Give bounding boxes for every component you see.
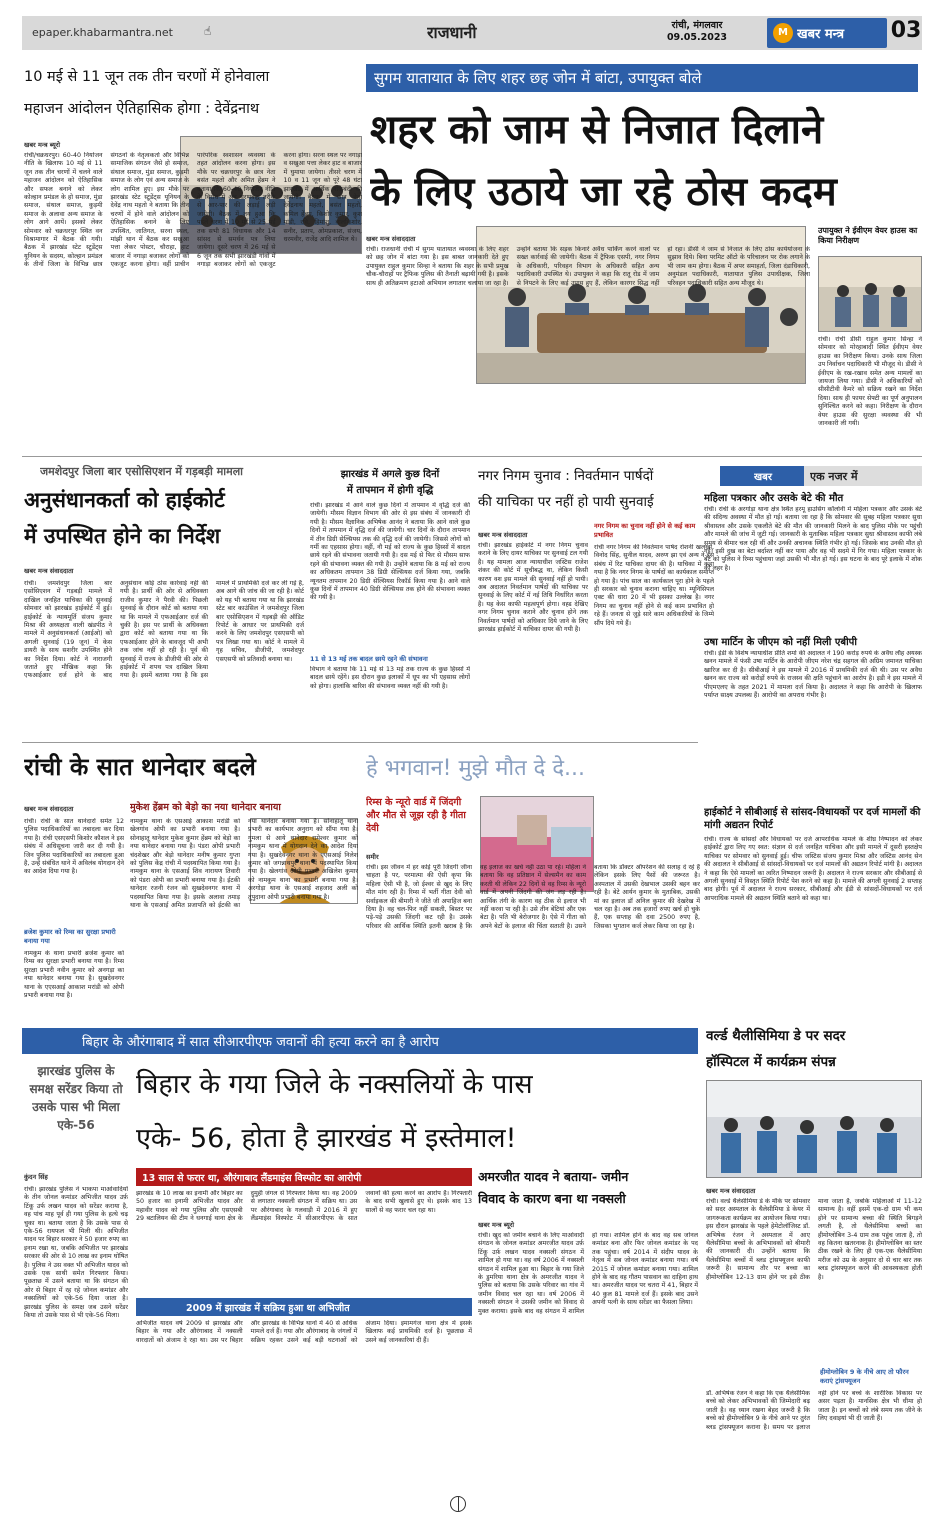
amarjeet-headline-2: विवाद के कारण बना था नक्सली [478, 1191, 626, 1206]
nigam-byline: खबर मन्त्र संवाददाता [478, 531, 528, 539]
thal-subhead: हीमोग्लोबिन 9 के नीचे आए तो फौरन कराएं ट्रांसफ्यूजन [820, 1368, 909, 1385]
brand-badge [767, 18, 887, 48]
ekjhalak-item-1-text: रांची। ईडी के विशेष न्यायाधीश प्रीति शर्मा की अदालत ने 190 करोड़ रुपये के अवैध लौह अयस्क खनन मामले में फंसी उषा मार्टिन के आरोपी जीएम नरेश चंद्र सहगल की अग्रिम जमानत याचिका खारिज कर दी है। सीबीआई ने इस मामले में 2016 में प्राथमिकी दर्ज की थी। उस पर अवैध खनन कर राज्य को करोड़ों रुपये के राजस्व की क्षति पहुंचाने का आरोप है। इडी ने इस मामले में पीएमएलए के तहत 2021 में मामला दर्ज किया है। अदालत ने कहा कि आरोपी के खिलाफ पर्याप्त साक्ष्य उपलब्ध हैं। आरोपी का अपराध गंभीर है। [704, 650, 922, 700]
site-url[interactable]: epaper.khabarmantra.net [32, 26, 173, 39]
naxal-bar2 [136, 1298, 472, 1316]
registration-mark-icon [450, 1496, 466, 1512]
hc-byline: खबर मन्त्र संवाददाता [24, 567, 74, 575]
amarjeet-body: रांची। खुद को जमीन बचाने के लिए माओवादी संगठन के जोनल कमांडर अमरजीत यादव उर्फ़ टिंकू उर्फ़ लखन यादव नक्सली संगठन में शामिल हो गया था। वह वर्ष 2006 में नक्सली संगठन में शामिल हुआ था। बिहार के गया जिले के डुमरिया थाना क्षेत्र के अमरजीत यादव ने पुलिस को बताया कि उसके परिवार का गांव में जमीन विवाद चल रहा था। वर्ष 2006 में नक्सली संगठन ने उसकी जमीन को विवाद से मुक्त कराया। इसके बाद वह संगठन में शामिल हो गया। शामिल होने के बाद वह सब जोनल कमांडर बना और फिर जोनल कमांडर के पद तक पहुंचा। वर्ष 2014 में संदीप यादव के नेतृत्व में सब जोनल कमांडर बनाया गया। वर्ष 2015 में जोनल कमांडर बनाया गया। शामिल होने के बाद वह गौतम पासवान का दाहिना हाथ था। अमरजीत यादव पर चतरा में 41, बिहार में 40 कुल 81 मामले दर्ज हैं। इसके बाद उसने अपनी पत्नी के साथ सरेंडर का फैसला लिया। [478, 1232, 698, 1315]
hero-headline-1: शहर को जाम से निजात दिलाने [370, 107, 824, 153]
thal-body: रांची। वर्ल्ड थैलेसीमिया डे के मौके पर सोमवार को सदर अस्पताल के थैलेसीमिया डे केयर में जागरूकता कार्यक्रम का आयोजन किया गया। इस दौरान झारखंड के पहले हेमेटोलॉजिस्ट डॉ. अभिषेक रंजन ने अस्पताल में आए थैलेसीमिया बच्चों के अभिभावकों को बीमारी की जानकारी दी। उन्होंने बताया कि थैलेसीमिया बच्चों में ब्लड ट्रांसफ्यूजन काफी जरूरी है। सामान्य तौर पर बच्चा का हीमोग्लोबिन 12-13 ग्राम होने पर इसे ठीक माना जाता है, जबकि महिलाओं में 11-12 सामान्य है। वहीं इसमें एक-दो ग्राम भी कम होने पर सामान्य बच्चा की स्थिति बिगड़ने लगती है, तो थैलेसीमिया बच्चों का हीमोग्लोबिन 3-4 ग्राम तक पहुंच जाता है, तो वह कितना खतरनाक है। हीमोग्लोबिन का स्तर ठीक रखने के लिए ही एक-एक थैलेसीमिया मरीज को उम्र के अनुसार दो से चार बार तक ब्लड ट्रांसफ्यूजन करने की आवश्यकता होती है। [706, 1198, 922, 1281]
dateline-date: 09.05.2023 [666, 32, 728, 43]
thal-byline: खबर मन्त्र संवाददाता [706, 1187, 756, 1195]
bhagwan-subhead: रिम्स के न्यूरो वार्ड में जिंदगी और मौत से जूझ रही है गीता देवी [366, 797, 466, 834]
brand-logo-icon: M [773, 23, 793, 43]
divider-row2 [22, 742, 698, 743]
dateline-city: रांची, मंगलवार [671, 20, 723, 31]
naxal-body-2: अभिजीत यादव वर्ष 2009 से झारखंड और बिहार के गया और औरंगाबाद में नक्सली वारदातों को अंजाम दे रहा था। उस पर बिहार और झारखंड के विभिन्न थानों में 40 से अधिक मामले दर्ज हैं। गया और औरंगाबाद के जंगलों में सक्रिय रहकर उसने कई बड़ी घटनाओं को अंजाम दिया। इमामगंज थाना क्षेत्र में इसके खिलाफ कई प्राथमिकी दर्ज है। पूछताछ में उसने कई जानकारियां दी हैं। [136, 1320, 472, 1344]
ekjhalak-item-2-text: रांची। राज्य के सांसदों और विधायकों पर दर्ज आपराधिक मामले के शीघ्र निष्पादन को लेकर हाईकोर्ट द्वारा लिए गए स्वत: संज्ञान से दर्ज जनहित याचिका और इसी मामले में दूसरी हस्तक्षेप याचिका पर सोमवार को सुनवाई हुई। चीफ जस्टिस संजय कुमार मिश्रा और जस्टिस आनंद सेन की अदालत ने सीबीआई से सांसदों-विधायकों पर दर्ज मामलों की अद्यतन रिपोर्ट मांगी है। अदालत ने कहा कि ऐसे मामलों का त्वरित निष्पादन जरूरी है। अदालत ने राज्य सरकार और सीबीआई से अगली सुनवाई में विस्तृत स्थिति रिपोर्ट पेश करने को कहा है। मामले की अगली सुनवाई 2 सप्ताह बाद होगी। पूर्व में अदालत ने राज्य सरकार, सीबीआई और ईडी से सांसदों-विधायकों पर दर्ज आपराधिक मामले की अद्यतन स्थिति बताने को कहा था। [704, 836, 922, 902]
weather-body-2: विभाग ने बताया कि 11 मई से 13 मई तक राज्य के कुछ हिस्सों में बादल छाये रहेंगे। इस दौरान कुछ इलाकों में धूप का भी एहसास लोगों को होगा। हालांकि बारिश की संभावना व्यक्त नहीं की गयी है। [310, 666, 470, 690]
thanedar-body-1: नामकुम के थाना प्रभारी ब्रजेश कुमार को रिम्स का सुरक्षा प्रभारी बनाया गया है। रिम्स सुरक्षा प्रभारी नवीन कुमार को अनगड़ा का नया थानेदार बनाया गया है। सुखदेवनगर थाना के एएसआई आकाश मरांडी को ओपी प्रभारी बनाया गया है। [24, 950, 124, 1000]
bhagwan-body: रांची। इस जीवन में हर कोई पूरी जिंदगी जीना चाहता है पर, परमात्मा की ऐसी कृपा कि महिला ऐसी भी है, जो ईश्वर से खुद के लिए मौत मांग रही है। रिम्स में भर्ती गीता देवी को सर्वाइकल की बीमारी ने जीते जी अपाहिज बना दिया है। वह चल-फिर नहीं सकती, बिस्तर पर पड़े-पड़े उसकी जिंदगी कट रही है। उसके परिवार की आर्थिक स्थिति इतनी खराब है कि वह इलाज का खर्च नहीं उठा पा रहे। महिला ने बताया कि वह प्रतिष्ठान में सेल्समैन का काम करती थी लेकिन 22 दिनों से वह रिम्स के न्यूरो वार्ड में अपनी जिंदगी की जंग लड़ रही है। आर्थिक तंगी के कारण वह ठीक से इलाज भी नहीं करवा पा रही है। उसे तीन बेटियां और एक बेटा है। पति भी बेरोजगार है। ऐसे में गीता को अपने बेटों के इलाज की चिंता सताती है। उसने बताया कि डॉक्टर ऑपरेशन की सलाह दे रहे हैं लेकिन इसके लिए पैसों की जरूरत है। अस्पताल में उसकी देखभाल उसकी बहन कर रही है। बेटे आर्यन कुमार के मुताबिक, उसकी मां का इलाज डॉ अनिल कुमार की देखरेख में चल रहा है। अब तक हजारों रुपए खर्च हो चुके हैं, एक सप्ताह की दवा 2500 रुपए है, जिसका भुगतान कर्ज लेकर किया जा रहा है। [366, 864, 700, 930]
naxal-headline-2: एके- 56, होता है झारखंड में इस्तेमाल! [136, 1123, 517, 1154]
nigam-body: रांची। झारखंड हाईकोर्ट में नगर निगम चुनाव कराने के लिए दायर याचिका पर सुनवाई टल गयी है। यह मामला आज न्यायाधीश जस्टिस राजेश शंकर की कोर्ट में सूचीबद्ध था, लेकिन किसी कारण वश इस मामले की सुनवाई नहीं हो पायी। अब अदालत निवर्तमान पार्षदों की याचिका पर सुनवाई के लिए कोर्ट में नई तिथि निर्धारित करता है। यह केस काफी महत्वपूर्ण होगा। वह्ड देखिए नगर निगम चुनाव कराने और चुनाव होने तक निवर्तमान पार्षदों को अधिकार दिये जाने के लिए झारखंड हाईकोर्ट में याचिका दायर की गयी है। [478, 542, 588, 634]
naxal-bar1 [136, 1168, 472, 1186]
thanedar-byline: खबर मन्त्र संवाददाता [24, 805, 74, 813]
hero-kicker: सुगम यातायात के लिए शहर छह जोन में बांटा, उपायुक्त बोले [374, 69, 702, 87]
bhagwan-headline: हे भगवान! मुझे मौत दे दे... [366, 756, 585, 781]
evm-headline: उपायुक्त ने ईवीएम वेयर हाउस का किया निरीक्षण [818, 226, 918, 245]
evm-body: रांची। रांची डीसी राहुल कुमार सिन्हा ने सोमवार को मोरहाबादी स्थित ईवीएम वेयर हाउस का निरीक्षण किया। उनके साथ जिला उप निर्वाचन पदाधिकारी भी मौजूद थे। डीसी ने ईवीएम के रख-रखाव समेत अन्य मामलों का जायजा लिया गया। डीसी ने अधिकारियों को सीसीटीवी कैमरे को सक्रिय रखने का निर्देश दिया। साथ ही फायर सेफ्टी का पूर्ण अनुपालन सुनिश्चित करने को कहा। निरीक्षण के दौरान वेयर हाउस की सुरक्षा व्यवस्था की भी जानकारी ली गयी। [818, 336, 922, 428]
hero-kicker-bar [366, 64, 918, 92]
hero-byline: खबर मन्त्र संवाददाता [366, 235, 416, 243]
naxal-side-head: झारखंड पुलिस के समक्ष सरेंडर किया तो उसके पास भी मिला एके-56 [29, 1064, 123, 1132]
thal-headline-1: वर्ल्ड थैलीसिमिया डे पर सदर [706, 1028, 846, 1044]
mahajan-headline-1: 10 मई से 11 जून तक तीन चरणों में होनेवाला [24, 69, 270, 85]
thal-photo [706, 1080, 922, 1178]
hc-headline-2: में उपस्थित होने का निर्देश [24, 524, 221, 548]
thanedar-body: रांची। रांची के सात थानेदारों समेत 12 पुलिस पदाधिकारियों का तबादला कर दिया गया है। रांची एसएसपी किशोर कौशल ने इस संबंध में अधिसूचना जारी कर दी गयी है। जिन पुलिस पदाधिकारियों का तबादला हुआ है, उन्हें संबंधित थाने में अविलंब योगदान देने का आदेश दिया गया है। [24, 818, 124, 876]
evm-photo [818, 256, 922, 332]
mahajan-body: रांची/चक्रधरपुर। 60-40 नियोजन नीति के खिलाफ 10 मई से 11 जून तक तीन चरणों में चलने वाले महाजन आंदोलन को ऐतिहासिक और सफल बनाने को लेकर कोल्हान प्रमंडल के हो समाज, मुंडा समाज, संथाल समाज, कुड़मी समाज के अलावा अन्य समाज के लोग आगे आयें। इसको लेकर सोमवार को चक्रधरपुर स्थित वन विश्रामागार में बैठक की गयी। बैठक में झारखंड स्टेट स्टूडेंट्स यूनियन के सदस्य, कोल्हान प्रमंडल के तीनों जिला के विभिन्न छात्र संगठनों के नेतृत्वकर्ता और विभिन्न सामाजिक संगठन जैसे हो समाज, संथाल समाज, मुंडा समाज, कुड़मी समाज के लोग एवं अन्य समाज के लोग शामिल हुए। इस मौके पर झारखंड स्टेट स्टूडेंट्स यूनियन के देवेंद्र नाथ महतो ने बताया कि तीन चरणों में होने वाले आंदोलन को ऐतिहासिक बनाने के लिए उपस्थित, जातिगत, सरना स्थल, मांझी थान में बैठक कर सखुआ पत्ता लेकर पोस्टर, चौराहा, हाट बाजार में नगाड़ा बजाकर लोगों को एकजुट करना होगा। वहीं प्राचीन पारंपरिक स्वशासन व्यवस्था के तहत आंदोलन करना होगा। इस मौके पर चक्रधरपुर के छात्र नेता बसंत महतो और अमित हेंब्रम ने बताया कि 60-40 नियोजन नीति के विरोध में अब चरणबद्ध तरीके से आर-पार की लड़ाई लड़ी जायेगी। बैठक में तय हुआ कि पहले चरण में 10 मई से 25 मई तक सभी 81 विधायक और 14 सांसद से समर्थन पत्र लिया जायेगा। दूसरे चरण में 26 मई से 6 जून तक सभी झारखंडी गांवों में नगाड़ा बजाकर लोगों को एकजुट करना होगा। सरना स्थल पर नगाड़ा व सखुआ पत्ता लेकर हाट व बाजार में घुमाया जायेगा। तीसरे चरण में 10 व 11 जून को पूरे 48 घंटा झारखंड में आर्थिक नाकेबंदी की जायेगी। बैठक में छात्र नेता देवेंद्रनाथ महतो, बसंत महतो, कमिल हेंब्रम, किशोर कुमार, कुश मांडी, रवि, हिमांशु, बालकिशोर, सनीर, प्रताप, ओमप्रकाश, संजय, धरमवीर, राजेंद्र आदि शामिल थे। [24, 152, 362, 269]
nigam-body-2: रांची नगर निगम की निवर्तमान पार्षद रोशनी खलखो, विनोद सिंह, सुनील यादव, अरुण झा एवं अन्य ने इस संबंध में रिट याचिका दायर की है। याचिका में कहा गया है कि नगर निगम के पार्षदों का कार्यकाल समाप्त हो गया है। पांच साल का कार्यकाल पूरा होने के पहले ही सरकार को चुनाव कराना चाहिए था। म्यूनिसिपल एक्ट की धारा 20 में भी इसका उल्लेख है। नगर निगम का चुनाव नहीं होने से कई काम प्रभावित हो रहे हैं। जनता से जुड़े सारे काम अधिकारियों के जिम्मे सौंप दिये गये हैं। [594, 544, 714, 627]
thanedar-sub1: ब्रजेश कुमार को रिम्स का सुरक्षा प्रभारी बनाया गया [24, 928, 116, 945]
naxal-byline: कुंदन सिंह [24, 1173, 48, 1181]
weather-body: रांची। झारखंड में आने वाले कुछ दिनों में तापमान में वृद्धि दर्ज की जायेगी। मौसम विज्ञान विभाग की ओर से इस संबंध में जानकारी दी गयी है। मौसम वैज्ञानिक अभिषेक आनंद ने बताया कि आने वाले कुछ दिनों में तापमान में वृद्धि दर्ज की जायेगी। चार दिनों के दौरान तापमान में तीन डिग्री सेल्सियस तक की वृद्धि दर्ज की जायेगी। जिससे लोगों को गर्मी का एहसास होगा। वहीं, नौ मई को राज्य के कुछ हिस्सों में बादल छाये रहने की संभावना जतायी गयी है। दस मई से फिर से मौसम साफ रहने की संभावना व्यक्त की गयी है। उन्होंने बताया कि 8 मई को राज्य का अधिकतम तापमान 38 डिग्री सेल्सियस दर्ज किया गया, जबकि न्यूनतम तापमान 20 डिग्री सेल्सियस रिकॉर्ड किया गया है। आने वाले कुछ दिनों में तापमान 40 डिग्री सेल्सियस तक होने की संभावना व्यक्त की गयी है। [310, 502, 470, 602]
weather-headline-2: में तापमान में होगी वृद्धि [346, 485, 434, 496]
weather-subhead: 11 से 13 मई तक बादल छाये रहने की संभावना [310, 655, 428, 663]
brand-name: खबर मन्त्र [797, 27, 845, 42]
divider-row1 [22, 456, 922, 457]
naxal-headline-1: बिहार के गया जिले के नक्सलियों के पास [136, 1069, 533, 1100]
ekjhalak-title: एक नजर में [810, 470, 858, 483]
amarjeet-headline-1: अमरजीत यादव ने बताया- जमीन [478, 1169, 629, 1184]
hero-headline-2: के लिए उठाये जा रहे ठोस कदम [370, 169, 837, 215]
hc-kicker: जमशेदपुर जिला बार एसोसिएशन में गड़बड़ी मामला [40, 465, 244, 478]
ekjhalak-item-1-headline: उषा मार्टिन के जीएम को नहीं मिली एबीपी [704, 637, 857, 648]
hero-body: रांची। राजधानी रांची में सुगम यातायात व्यवस्था के लिए शहर को छह जोन में बांटा गया है। इस बाबत जानकारी देते हुए उपायुक्त राहुल कुमार सिन्हा ने बताया कि शहर के सभी प्रमुख चौक-चौराहों पर ट्रैफिक पुलिस की तैनाती बढ़ायी गयी है। इसके साथ ही अतिक्रमण हटाओ अभियान लगातार चलाया जा रहा है। उन्होंने बताया कि सड़क किनारे अवैध पार्किंग करने वालों पर सख्त कार्रवाई की जायेगी। बैठक में ट्रैफिक एसपी, नगर निगम के अधिकारी, परिवहन विभाग के अधिकारी सहित अन्य पदाधिकारी उपस्थित थे। उपायुक्त ने कहा कि रातू रोड में जाम से निपटने के लिए कई उपाय हुए हैं, लेकिन कारगर सिद्ध नहीं हो रहा। डीसी ने जाम से निजात के लिए ठोस कार्ययोजना के सुझाव दिये। बिना परमिट ऑटो के परिचालन पर रोक लगाने के भी जाम कम होगा। बैठक में अपर समाहर्ता, जिला दंडाधिकारी, अनुमंडल पदाधिकारी, यातायात पुलिस उपाधीक्षक, जिला परिवहन पदाधिकारी सहित अन्य मौजूद थे। [366, 246, 810, 287]
mahajan-byline: खबर मन्त्र ब्यूरो [24, 141, 61, 149]
ekjhalak-item-0-headline: महिला पत्रकार और उसके बेटे की मौत [704, 493, 844, 504]
pointer-icon: ☝ [204, 24, 212, 38]
naxal-strip [22, 1028, 698, 1054]
amarjeet-byline: खबर मन्त्र ब्यूरो [478, 1221, 515, 1229]
thal-photo-illustration [707, 1081, 922, 1178]
thanedar-headline: रांची के सात थानेदार बदले [24, 753, 256, 781]
ekjhalak-badge-label: खबर [754, 472, 772, 483]
masthead [22, 16, 922, 50]
ekjhalak-item-2-headline: हाईकोर्ट ने सीबीआई से सांसद-विधायकों पर दर्ज मामलों की मांगी अद्यतन रिपोर्ट [704, 807, 921, 831]
ekjhalak-item-0-text: रांची। रांची के अरगोड़ा थाना क्षेत्र स्थित हरमू हाउसिंग कॉलोनी में महिला पत्रकार और उसके बेटे की संदिग्ध अवस्था में मौत हो गई। बताया जा रहा है कि सोमवार की सुबह महिला पत्रकार सुधा श्रीवास्तव और उसके एकलौते बेटे की मौत की जानकारी मिलने के बाद पुलिस मौके पर पहुंची और मामले की जांच में जुटी गई। जानकारी के मुताबिक महिला पत्रकार सुधा श्रीवास्तव काफी लंबे समय से बीमार चल रही थीं और उनकी अचानक स्थिति गंभीर हो गई। जिसके बाद उनकी मौत हो गई। इसी दुख का बेटा बर्दाश्त नहीं कर पाया और वह भी सदमे में गिर गया। महिला पत्रकार के बेटे को पुलिस ने रिम्स पहुंचाया जहां उसकी भी मौत हो गई। इस घटना के बाद पूरे इलाके में शोक की लहर है। [704, 506, 922, 572]
naxal-body: रांची। झारखंड पुलिस ने भाकपा माओवादियों के तीन जोनल कमांडर अभिजीत यादव उर्फ़ टिंकू उर्फ लखन यादव को सरेंडर कराया है, वह पांच माह पूर्व ही गया पुलिस के हत्थे चढ़ चुका था। बताया जाता है कि उसके पास से एके-56 रायफल भी मिली थी। अभिजीत यादव पर बिहार सरकार ने 50 हजार रुपए का इनाम रखा था, जबकि अभिजीत पर झारखंड सरकार की ओर से 10 लाख का इनाम घोषित है। पुलिस ने उस वक्त भी अभिजीत यादव को उसके एक साथी समेत गिरफ्तार किया। पूछताछ में उसने बताया था कि संगठन की ओर से बिहार में रह रहे जोनल कमांडर और नक्सलियों को एके-56 दिया जाता है। झारखंड पुलिस के समक्ष जब उसने सरेंडर किया तो उसके पास से भी एके-56 मिला। [24, 1186, 128, 1320]
ekjhalak-header [720, 466, 922, 486]
registration-mark-cross [458, 1497, 459, 1511]
section-title: राजधानी [427, 23, 477, 42]
nigam-headline-2: की याचिका पर नहीं हो पायी सुनवाई [478, 494, 654, 510]
weather-headline-1: झारखंड में अगले कुछ दिनों [340, 469, 440, 480]
hc-body: रांची। जमशेदपुर जिला बार एसोसिएशन में गड़बड़ी मामले में दाखिल जनहित याचिका की सुनवाई सोमवार को झारखंड हाईकोर्ट में हुई। हाईकोर्ट के न्यायमूर्ति संजय कुमार मिश्रा की अध्यक्षता वाली खंडपीठ ने मामले में अनुसंधानकर्ता (आईओ) को अगली सुनवाई (19 जून) में केस डायरी के साथ सशरीर उपस्थित होने का निर्देश दिया। कोर्ट ने नाराजगी जताते हुए मौखिक कहा कि एफआईआर दर्ज होने के बाद अनुसंधान कोई ठोस कार्रवाई नहीं की गयी है। प्रार्थी की ओर से अधिवक्ता राजीव कुमार ने पैरवी की। पिछली सुनवाई के दौरान कोर्ट को बताया गया था कि मामले में एफआईआर दर्ज की चुकी है। इस पर प्रार्थी के अधिवक्ता द्वारा कोर्ट को बताया गया था कि एफआईआर होने के बावजूद भी अभी तक जांच नहीं हो रही है। पूर्व की सुनवाई में राज्य के डीजीपी की ओर से हाईकोर्ट में शपथ पत्र दाखिल किया गया है। इसमें बताया गया है कि इस मामले में प्राथमिकी दर्ज कर ली गई है, अब आगे की जांच की जा रही है। कोर्ट को यह भी बताया गया था कि झारखंड स्टेट बार काउंसिल ने जमशेदपुर जिला बार एसोसिएशन में गड़बड़ी की ऑडिट रिपोर्ट के आधार पर प्राथमिकी दर्ज करने के लिए जमशेदपुर एसएसपी को पत्र लिखा गया था। कोर्ट ने मामले में गृह सचिव, डीजीपी, जमशेदपुर एसएसपी को प्रतिवादी बनाया था। [24, 580, 304, 680]
thal-headline-2: हॉस्पिटल में कार्यक्रम संपन्न [706, 1054, 836, 1070]
nigam-red-subhead: नगर निगम का चुनाव नहीं होने से कई काम प्रभावित [594, 522, 696, 539]
thanedar-body-2: नामकुम थाना के एसआई आकाश मरांडी को खेलगांव ओपी का प्रभारी बनाया गया है। सोनाहातू थानेदार मुकेश कुमार हेंब्रम को बेड़ो का नया थानेदार बनाया गया है। पंडरा ओपी प्रभारी चंदशेखर और बेड़ो थानेदार मनीष कुमार गुप्ता को पुलिस केंद्र रांची में पदस्थापित किया गया है। नामकुम थाना के एसआई शिव नारायण तिवारी को पंडरा ओपी का प्रभारी बनाया गया है। ईटकी थानेदार रजनी रंजन को सुखदेवनगर थाना में पदस्थापित किया गया है। इसके अलावा तमाड़ थाना के एसआई अमित प्रजापति को ईटकी का नया थानेदार बनाया गया है। सोनाहातू थाना प्रभारी का कार्यभार अनुराग को सौंपा गया है। गुमला से आये थानेदार रामेश्वर कुमार को नामकुम थाना में योगदान देने का आदेश दिया गया है। सुखदेवनगर थाना के एएसआई निलेश कुमार को जगन्नाथपुर थाना में पदस्थापित किया गया है। खेलगांव ओपी प्रभारी अखिलेश कुमार को नामकुम थाना का प्रभारी बनाया गया है। अरगोड़ा थाना के एसआई शहजाद अली को तुपुदाना ओपी प्रभारी बनाया गया है। [130, 818, 358, 910]
hc-headline-1: अनुसंधानकर्ता को हाईकोर्ट [24, 488, 225, 512]
naxal-bar1-text: 13 साल से फरार था, औरंगाबाद लैंडमाइंस विस्फोट का आरोपी [142, 1173, 362, 1184]
ekjhalak-badge [720, 466, 804, 486]
mahajan-headline-2: महाजन आंदोलन ऐतिहासिक होगा : देवेंद्रनाथ [24, 101, 260, 117]
naxal-bar2-text: 2009 में झारखंड में सक्रिय हुआ था अभिजीत [186, 1303, 350, 1314]
nigam-headline-1: नगर निगम चुनाव : निवर्तमान पार्षदों [478, 468, 654, 484]
evm-photo-illustration [819, 257, 922, 332]
naxal-strip-text: बिहार के औरंगाबाद में सात सीआरपीएफ जवानों की हत्या करने का है आरोप [82, 1035, 439, 1050]
naxal-body-1: झारखंड के 10 लाख का इनामी और बिहार का 50 हजार का इनामी अभिजीत यादव और महावीर यादव को गया पुलिस और एसएसबी 29 बटालियन की टीम ने धनगाई थाना क्षेत्र के दुमुही जंगल से गिरफ्तार किया था। वह 2009 से लगातार नक्सली संगठन में सक्रिय था। उस पर औरंगाबाद के गलवाड़ी में 2016 में हुए लैंडमाइंस विस्फोट में सीआरपीएफ के सात जवानों की हत्या करने का आरोप है। गिरफ्तारी के बाद सभी खुलासे हुए थे। इसके बाद 13 सालों से वह फरार चल रहा था। [136, 1190, 472, 1223]
thanedar-sub2: मुकेश हेंब्रम को बेड़ो का नया थानेदार बनाया [130, 802, 281, 813]
page-number: 03 [890, 18, 922, 43]
bhagwan-byline: समीर [366, 853, 379, 861]
thal-body-2: डॉ. अभिषेक रंजन ने कहा कि एक थैलेसीमिक बच्चे को लेकर अभिभावकों की जिम्मेदारी बढ़ जाती है। वह ध्यान रखना बेहद जरूरी है कि बच्चे को हीमोग्लोबिन 9 के नीचे आने पर तुरंत ब्लड ट्रांसफ्यूजन कराना है। समय पर इलाज नहीं होने पर बच्चे के शारीरिक विकास पर असर पड़ता है। मानसिक क्षेत्र भी धीमा हो जाता है। इन बच्चों को लंबे समय तक जीने के लिए दवाइयां भी दी जाती हैं। [706, 1390, 922, 1431]
